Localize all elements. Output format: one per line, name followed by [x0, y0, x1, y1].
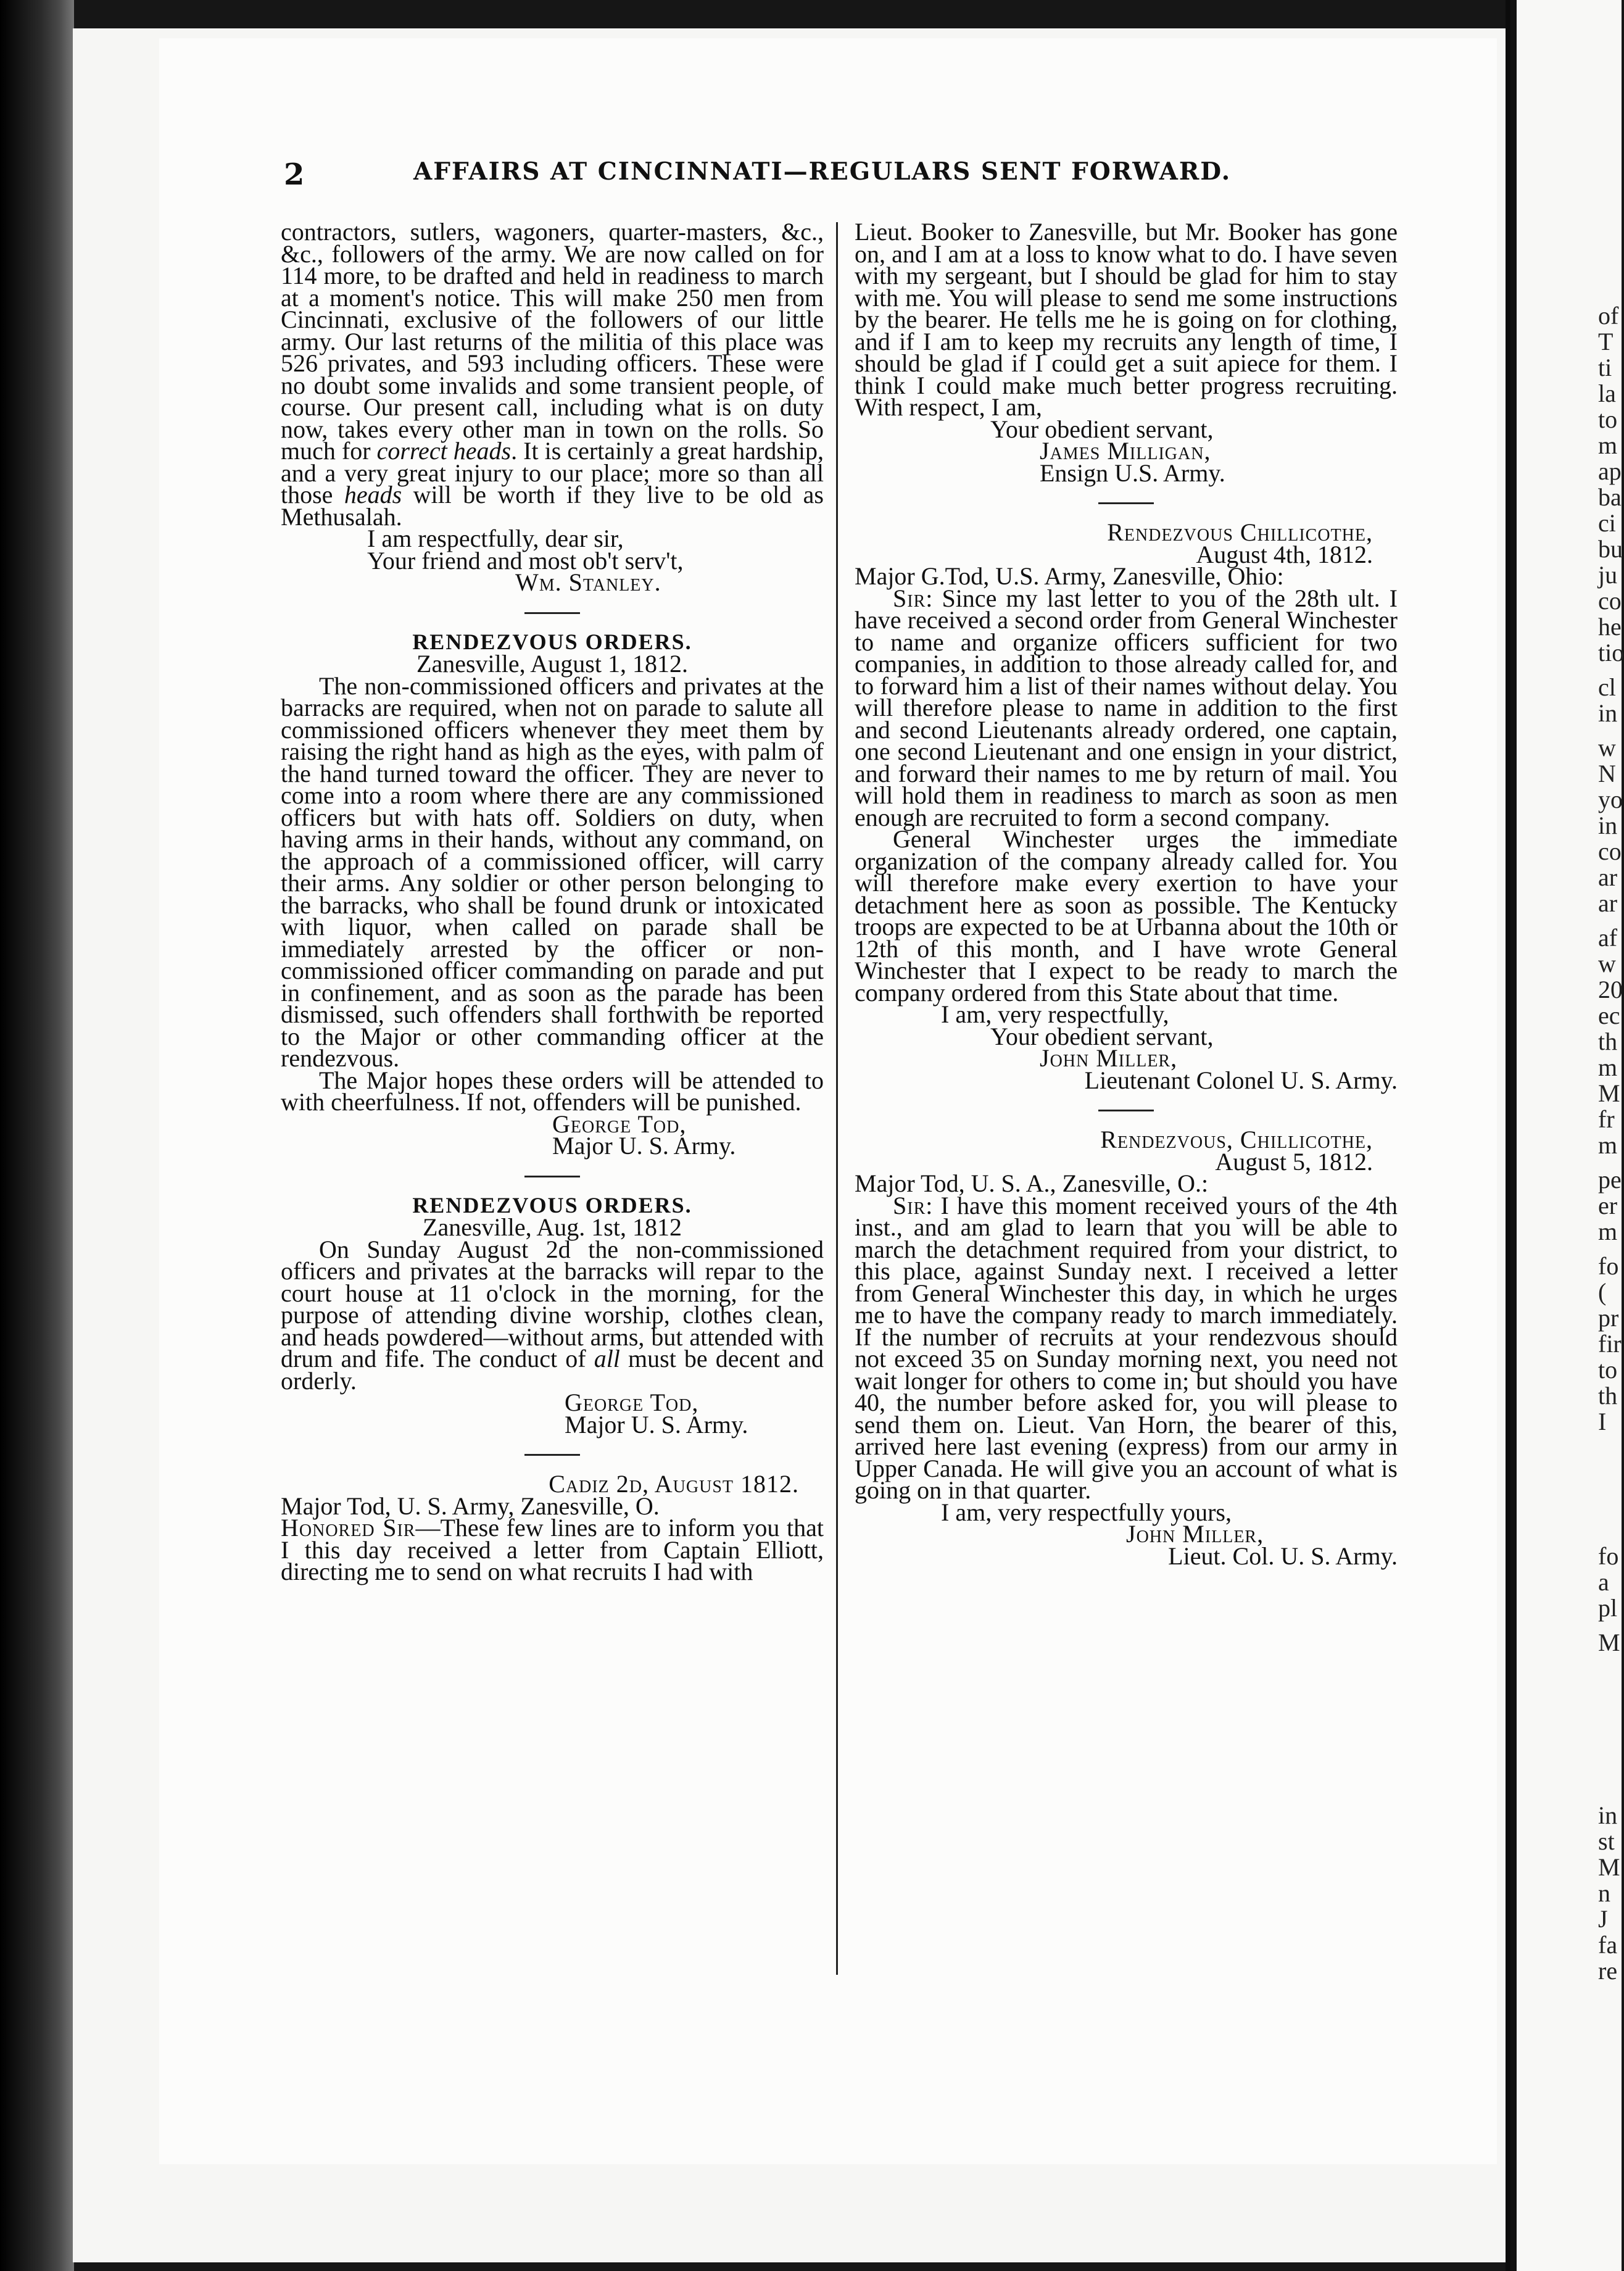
adjacent-page-fragment: in — [1598, 812, 1618, 839]
letter-2-paragraph-1: Sir: I have this moment received yours of the 4th inst., and am glad to learn that you will be able to march the detachment required from your district, to this place, against Sunday next. I received a letter from General Winchester this day, in which he urges me to have the company ready to march immediately. If the number of recruits at your rendezvous should not exceed 35 on Sunday morning next, you need not wait longer for others to come in; but should you have 40, the number before asked for, you will please to send them on. Lieut. Van Horn, the bearer of this, arrived here last evening (express) from our army in Upper Canada. He will give you an account of what is going on in that quarter. — [855, 1191, 1398, 1504]
adjacent-page-fragment: fo — [1598, 1252, 1619, 1280]
adjacent-page-fragment: yo — [1598, 786, 1623, 813]
adjacent-page-fragment: cl — [1598, 673, 1616, 701]
adjacent-page-fragment: w — [1598, 950, 1616, 978]
adjacent-page-fragment: he — [1598, 613, 1622, 641]
orders-1-signature-name: George Tod, — [552, 1110, 687, 1138]
adjacent-page-fragment: pr — [1598, 1304, 1619, 1332]
adjacent-page-fragment: af — [1598, 924, 1618, 952]
adjacent-page-fragment: w — [1598, 734, 1616, 762]
adjacent-page-fragment: ba — [1598, 483, 1622, 511]
adjacent-page-fragment: ( — [1598, 1278, 1607, 1306]
stanley-signature: Wm. Stanley. — [515, 568, 661, 596]
adjacent-page-fragment: T — [1598, 328, 1614, 355]
orders-2-paragraph-1: On Sunday August 2d the non-commissioned officers and privates at the barracks will repar to the court house at 11 o'clock in the morning, for the purpose of attending divine worship, clothes clean, and heads powdered—without arms, but attended with drum and fife. The conduct of all must be decent and orderly. — [281, 1235, 824, 1395]
section-divider — [1098, 502, 1154, 504]
orders-2-signature-title: Major U. S. Army. — [565, 1410, 748, 1439]
adjacent-page-fragment: ti — [1598, 354, 1612, 381]
book-binding-edge — [0, 0, 74, 2271]
adjacent-page-fragment: re — [1598, 1957, 1618, 1985]
section-divider — [1098, 1110, 1154, 1111]
adjacent-page-fragment: N — [1598, 760, 1616, 787]
adjacent-page-fragment: bu — [1598, 535, 1623, 563]
letter-2-signature-title: Lieut. Col. U. S. Army. — [1168, 1542, 1398, 1570]
adjacent-page-fragment: I — [1598, 1408, 1607, 1435]
adjacent-page-fragment: ci — [1598, 509, 1616, 537]
adjacent-page-fragment: m — [1598, 1053, 1618, 1081]
letter-1-address: Major G.Tod, U.S. Army, Zanesville, Ohio: — [855, 562, 1284, 590]
adjacent-page-fragment: er — [1598, 1192, 1618, 1219]
milligan-letter-text: Lieut. Booker to Zanesville, but Mr. Booker has gone on, and I am at a loss to know what to do. I have seven with my sergeant, but I should be glad for him to stay with me. You will please to send me some instructions by the bearer. He tells me he is going on for clothing, and if I am to keep my recruits any length of time, I should be glad if I could get a suit apiece for them. I think I could make much better progress recruiting. With respect, I am, — [855, 218, 1398, 421]
adjacent-page-fragment: to — [1598, 405, 1618, 433]
running-title: AFFAIRS AT CINCINNATI—REGULARS SENT FORWARD. — [413, 157, 1232, 186]
section-divider — [524, 1454, 580, 1456]
adjacent-page-fragment: la — [1598, 380, 1616, 407]
adjacent-page-fragment: pl — [1598, 1594, 1618, 1622]
letter-1-signature-name: John Miller, — [1040, 1044, 1178, 1072]
milligan-closing: Your obedient servant, — [990, 415, 1214, 443]
cadiz-letter-text: Honored Sir—These few lines are to inform you that I this day received a letter from Captain Elliott, directing me to send on what recruits I had with — [281, 1514, 824, 1585]
letter-1-salutation: Sir — [893, 584, 926, 612]
orders-1-signature-title: Major U. S. Army. — [552, 1132, 736, 1160]
adjacent-page-fragment: co — [1598, 837, 1622, 865]
adjacent-page-fragment: ec — [1598, 1002, 1620, 1029]
adjacent-page-fragment: M — [1598, 1079, 1620, 1107]
page-number: 2 — [284, 157, 305, 192]
adjacent-page-fragment: fr — [1598, 1105, 1615, 1133]
adjacent-page-fragment: th — [1598, 1382, 1618, 1410]
cadiz-address: Major Tod, U. S. Army, Zanesville, O. — [281, 1492, 660, 1520]
adjacent-page-fragment: 20 — [1598, 976, 1623, 1003]
letter-1-closing-1: I am, very respectfully, — [941, 1000, 1169, 1028]
adjacent-page-fragment: pe — [1598, 1166, 1622, 1194]
letter-1-signature-title: Lieutenant Colonel U. S. Army. — [1084, 1066, 1398, 1094]
adjacent-page-fragment: J — [1598, 1905, 1608, 1933]
adjacent-page-fragment: in — [1598, 1801, 1618, 1829]
adjacent-page-fragment: co — [1598, 587, 1622, 615]
adjacent-page-fragment: m — [1598, 1131, 1618, 1159]
stanley-closing-1: I am respectfully, dear sir, — [367, 525, 624, 552]
adjacent-page-fragment: to — [1598, 1356, 1618, 1384]
running-header — [284, 157, 1407, 194]
adjacent-page-fragment: ap — [1598, 457, 1622, 485]
orders-1-paragraph-1: The non-commissioned officers and privates at the barracks are required, when not on parade to salute all commissioned officers whenever they meet them by raising the right hand as high as the eyes, with palm of the hand turned toward the officer. They are never to come into a room where there are any commissioned officers but with hats off. Soldiers on duty, when having arms in their hands, without any command, on the approach of a commissioned officer, will carry their arms. Any soldier or other person belonging to the barracks, who shall be found drunk or intoxicated with liquor, when called on parade shall be immediately arrested by the officer or non-commissioned officer commanding on parade and put in confinement, and as soon as the parade has been dismissed, such offenders shall forthwith be reported to the Major or other commanding officer at the rendezvous. — [281, 671, 824, 1072]
adjacent-page-fragment: ar — [1598, 863, 1618, 891]
adjacent-page-fragment: ar — [1598, 889, 1618, 917]
stanley-letter-text: contractors, sutlers, wagoners, quarter-masters, &c., &c., followers of the army. We are now called on for 114 more, to be drafted and held in readiness to march at a moment's notice. This will make 250 men from Cincinnati, exclusive of the followers of our little army. Our last returns of the militia of this place was 526 privates, and 593 including officers. These were no doubt some invalids and some transient people, of course. Our present call, including what is on duty now, takes every other man in town on the rolls. So much for correct heads. It is certainly a great hardship, and a very great injury to our place; more so than all those heads will be worth if they live to be old as Methusalah. — [281, 218, 824, 531]
adjacent-page-fragment: th — [1598, 1028, 1618, 1055]
letter-1-dateline-place: Rendezvous Chillicothe, — [1107, 518, 1373, 546]
adjacent-page-fragment: fa — [1598, 1931, 1618, 1959]
orders-heading-1: RENDEZVOUS ORDERS. — [412, 629, 692, 654]
orders-heading-2: RENDEZVOUS ORDERS. — [412, 1192, 692, 1218]
letter-1-closing-2: Your obedient servant, — [990, 1022, 1214, 1050]
cadiz-dateline: Cadiz 2d, August 1812. — [549, 1470, 799, 1498]
stanley-closing-2: Your friend and most ob't serv't, — [367, 546, 684, 575]
left-column — [281, 218, 824, 1585]
adjacent-page-fragment: in — [1598, 699, 1618, 727]
orders-dateline-2: Zanesville, Aug. 1st, 1812 — [423, 1213, 682, 1241]
letter-2-dateline-date: August 5, 1812. — [1215, 1147, 1373, 1176]
adjacent-page-fragment: M — [1598, 1853, 1620, 1881]
adjacent-page-fragment: tio — [1598, 639, 1624, 666]
adjacent-page-fragment: a — [1598, 1568, 1609, 1596]
right-column — [855, 218, 1398, 1570]
orders-dateline-1: Zanesville, August 1, 1812. — [416, 650, 688, 678]
adjacent-page-fragment: st — [1598, 1827, 1615, 1855]
adjacent-page-fragment: of — [1598, 302, 1619, 330]
letter-2-salutation: Sir — [893, 1191, 926, 1219]
adjacent-page-fragment: m — [1598, 1218, 1618, 1245]
letter-1-paragraph-2: General Winchester urges the immediate organization of the company already called for. You will therefore make every exertion to have your detachment here as soon as possible. The Kentucky troops are expected to be at Urbanna about the 10th or 12th of this month, and I have wrote General Winchester that I expect to be ready to march the company ordered from this State about that time. — [855, 825, 1398, 1007]
adjacent-page-fragment: fir — [1598, 1330, 1622, 1358]
letter-2-address: Major Tod, U. S. A., Zanesville, O.: — [855, 1169, 1209, 1197]
section-divider — [524, 1176, 580, 1177]
letter-2-dateline-place: Rendezvous, Chillicothe, — [1100, 1126, 1373, 1153]
adjacent-page-fragment: ju — [1598, 561, 1618, 589]
orders-1-paragraph-2: The Major hopes these orders will be attended to with cheerfulness. If not, offenders will be punished. — [281, 1066, 824, 1116]
letter-1-dateline-date: August 4th, 1812. — [1196, 540, 1373, 568]
adjacent-page-fragment: m — [1598, 431, 1618, 459]
milligan-signature-title: Ensign U.S. Army. — [1040, 459, 1225, 487]
letter-1-paragraph-1: Sir: Since my last letter to you of the 28th ult. I have received a second order from General Winchester to name and organize officers sufficient for two companies, in addition to those already called for, and to forward him a list of their names without delay. You will therefore please to name in addition to the first and second Lieutenants already ordered, one captain, one second Lieutenant and one ensign in your district, and forward their names to me by return of mail. You will hold them in readiness to march as soon as men enough are recruited to form a second company. — [855, 584, 1398, 831]
adjacent-page-fragment: M — [1598, 1629, 1620, 1656]
letter-2-signature-name: John Miller, — [1126, 1520, 1264, 1548]
adjacent-page-fragment: fo — [1598, 1542, 1619, 1570]
orders-2-signature-name: George Tod, — [565, 1389, 699, 1416]
column-divider — [836, 222, 838, 1975]
cadiz-salutation: Honored Sir — [281, 1514, 416, 1542]
letter-2-closing: I am, very respectfully yours, — [941, 1498, 1232, 1526]
section-divider — [524, 612, 580, 614]
milligan-signature-name: James Milligan, — [1040, 437, 1211, 465]
adjacent-page-fragment: n — [1598, 1879, 1610, 1907]
